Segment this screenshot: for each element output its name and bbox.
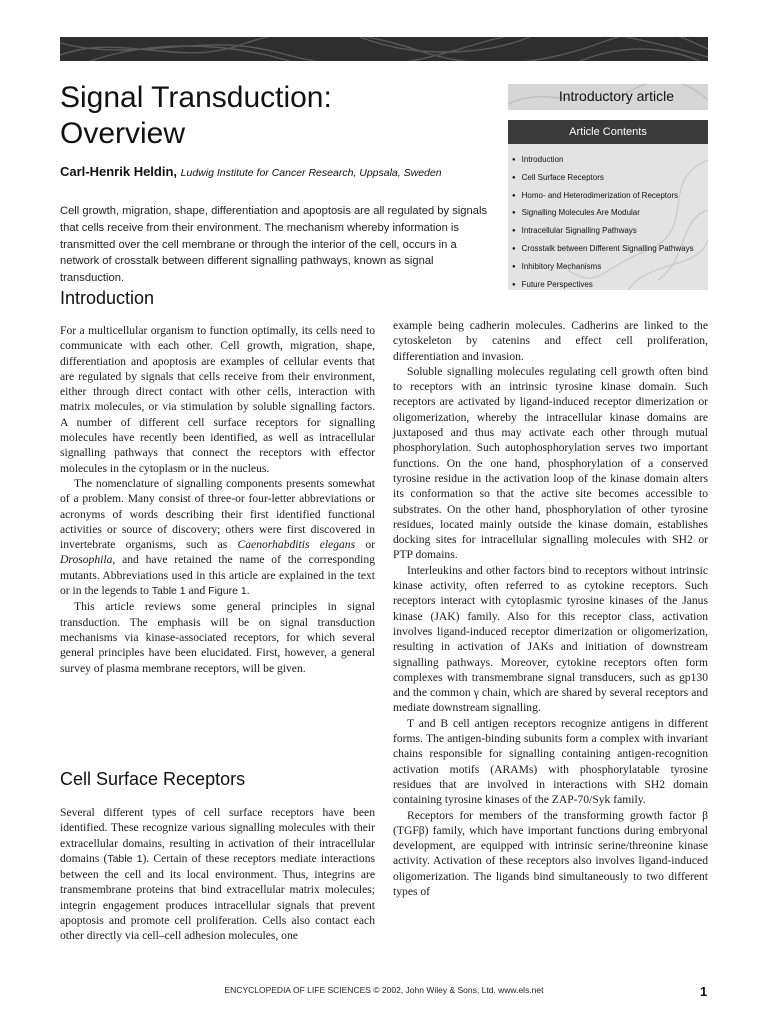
contents-item[interactable]: ● Homo- and Heterodimerization of Receptors — [512, 188, 708, 206]
header-decorative-bar — [60, 37, 708, 61]
figure-1-link[interactable]: Figure 1 — [208, 585, 247, 598]
article-title — [60, 80, 480, 152]
title-line-2: Overview — [60, 117, 186, 150]
contents-item[interactable]: ● Intracellular Signalling Pathways — [512, 223, 708, 241]
paragraph: The nomenclature of signalling components presents somewhat of a problem. Many consist of three-or four-letter abbreviations or acronyms of words describing their first identified functional activities or source of discovery; others were first discovered in invertebrate organisms, such as Caenorhabditis elegans or Drosophila, and have retained the name of the corresponding mutants. Abbreviations used in this article are explained in the text or in the legends to Table 1 and Figure 1. — [60, 476, 375, 598]
abstract: Cell growth, migration, shape, differentiation and apoptosis are all regulated by signals that cells receive from their environment. The mechanism whereby information is transmitted over the cell membrane or through the interior of the cell, occurs in a network of crosstalk between different signalling pathways, known as signal transduction. — [60, 205, 488, 285]
contents-list — [508, 144, 708, 290]
page-number: 1 — [700, 984, 708, 999]
paragraph: This article reviews some general principles in signal transduction. The emphasis will be on signal transduction mechanisms via kinase-associated receptors, for which several general principles have been elucidated. First, however, a general survey of plasma membrane receptors, will be given. — [60, 600, 375, 675]
left-column-introduction — [60, 323, 375, 676]
table-1-link[interactable]: Table 1 — [107, 852, 143, 865]
author-affiliation: Ludwig Institute for Cancer Research, Uppsala, Sweden — [180, 167, 442, 179]
contents-item[interactable]: ● Future Perspectives — [512, 277, 708, 290]
right-column — [393, 318, 708, 899]
section-heading-introduction: Introduction — [60, 288, 155, 308]
author-line — [60, 164, 442, 179]
contents-item[interactable]: ● Signalling Molecules Are Modular — [512, 205, 708, 223]
paragraph: Soluble signalling molecules regulating cell growth often bind to receptors with an intrinsic tyrosine kinase domain. Such receptors are activated by ligand-induced receptor dimerization or oligomerization, whereby the intracellular kinase domains are juxtaposed and thus may activate each other through mutual phosphorylation. Such autophosphorylation serves two important functions. On the one hand, phosphorylation of a conserved tyrosine residue in the activation loop of the kinase domain alters its conformation so that the active site becomes accessible to substrates. On the other hand, phosphorylation of other tyrosine residues, located mainly outside the kinase domain, establishes docking sites for intracellular signalling molecules with SH2 or PTP domains. — [393, 364, 708, 562]
article-type-label: Introductory article — [558, 88, 674, 104]
article-type-tag — [508, 84, 708, 110]
swirl-pattern-icon — [60, 37, 708, 61]
paragraph: example being cadherin molecules. Cadherins are linked to the cytoskeleton by catenins and effect cell proliferation, differentiation and invasion. — [393, 319, 708, 363]
title-line-1: Signal Transduction: — [60, 81, 332, 114]
contents-item[interactable]: ● Inhibitory Mechanisms — [512, 259, 708, 277]
contents-title: Article Contents — [508, 120, 708, 144]
paragraph: Interleukins and other factors bind to receptors without intrinsic kinase activity, often referred to as cytokine receptors. Such receptors interact with cytoplasmic tyrosine kinases of the Janus kinase (JAK) family. Also for this receptor class, activation involves ligand-induced receptor dimerization or oligomerization, resulting in activation of JAKs and initiation of downstream signalling pathways. Moreover, cytokine receptors often form complexes with transmembrane signal transducers, such as gp130 and the common γ chain, which are shared by several receptors and mediate downstream signalling. — [393, 563, 708, 715]
author-name: Carl-Henrik Heldin, — [60, 164, 178, 179]
page-footer: ENCYCLOPEDIA OF LIFE SCIENCES © 2002, John Wiley & Sons, Ltd. www.els.net — [224, 985, 544, 995]
paragraph: T and B cell antigen receptors recognize antigens in different forms. The antigen-binding subunits form a complex with invariant chains responsible for signalling containing antigen-recognition activation motifs (ARAMs) with phosphorylatable tyrosine residues that are involved in interactions with SH2 domain containing tyrosine kinases of the ZAP-70/Syk family. — [393, 716, 708, 807]
left-column-cell-surface-receptors — [60, 805, 375, 944]
contents-item[interactable]: ● Introduction — [512, 152, 708, 170]
article-contents-box — [508, 120, 708, 290]
contents-item[interactable]: ● Cell Surface Receptors — [512, 170, 708, 188]
section-heading-cell-surface-receptors: Cell Surface Receptors — [60, 769, 246, 789]
paragraph: Several different types of cell surface receptors have been identified. These recognize various signalling molecules with their extracellular domains, resulting in activation of their intracellular domains (Table 1). Certain of these receptors mediate interactions between the cell and its local environment. Thus, integrins are transmembrane proteins that bind extracellular matrix molecules; integrin engagement produces intracellular signals that prevent apoptosis and promote cell proliferation. Cells also contact each other directly via cell–cell adhesion molecules, one — [60, 806, 376, 943]
paragraph: For a multicellular organism to function optimally, its cells need to communicate with each other. Cell growth, migration, shape, differentiation and apoptosis are examples of cellular events that are regulated by signals that cells receive from their environment, either through direct contact with other cells, interaction with matrix molecules, or via stimulation by soluble signalling factors. A number of different cell surface receptors for signalling molecules have recently been identified, as well as intracellular signalling pathways that connect the receptors with effector molecules in the cytoplasm or in the nucleus. — [60, 324, 375, 475]
table-1-link[interactable]: Table 1 — [151, 585, 186, 598]
paragraph: Receptors for members of the transforming growth factor β (TGFβ) family, which have important functions during embryonal development, are equipped with intrinsic serine/threonine kinase activity. Activation of these receptors also involves ligand-induced oligomerization. The ligands bind simultaneously to two different types of — [393, 808, 708, 898]
contents-item[interactable]: ● Crosstalk between Different Signalling Pathways — [512, 241, 708, 259]
